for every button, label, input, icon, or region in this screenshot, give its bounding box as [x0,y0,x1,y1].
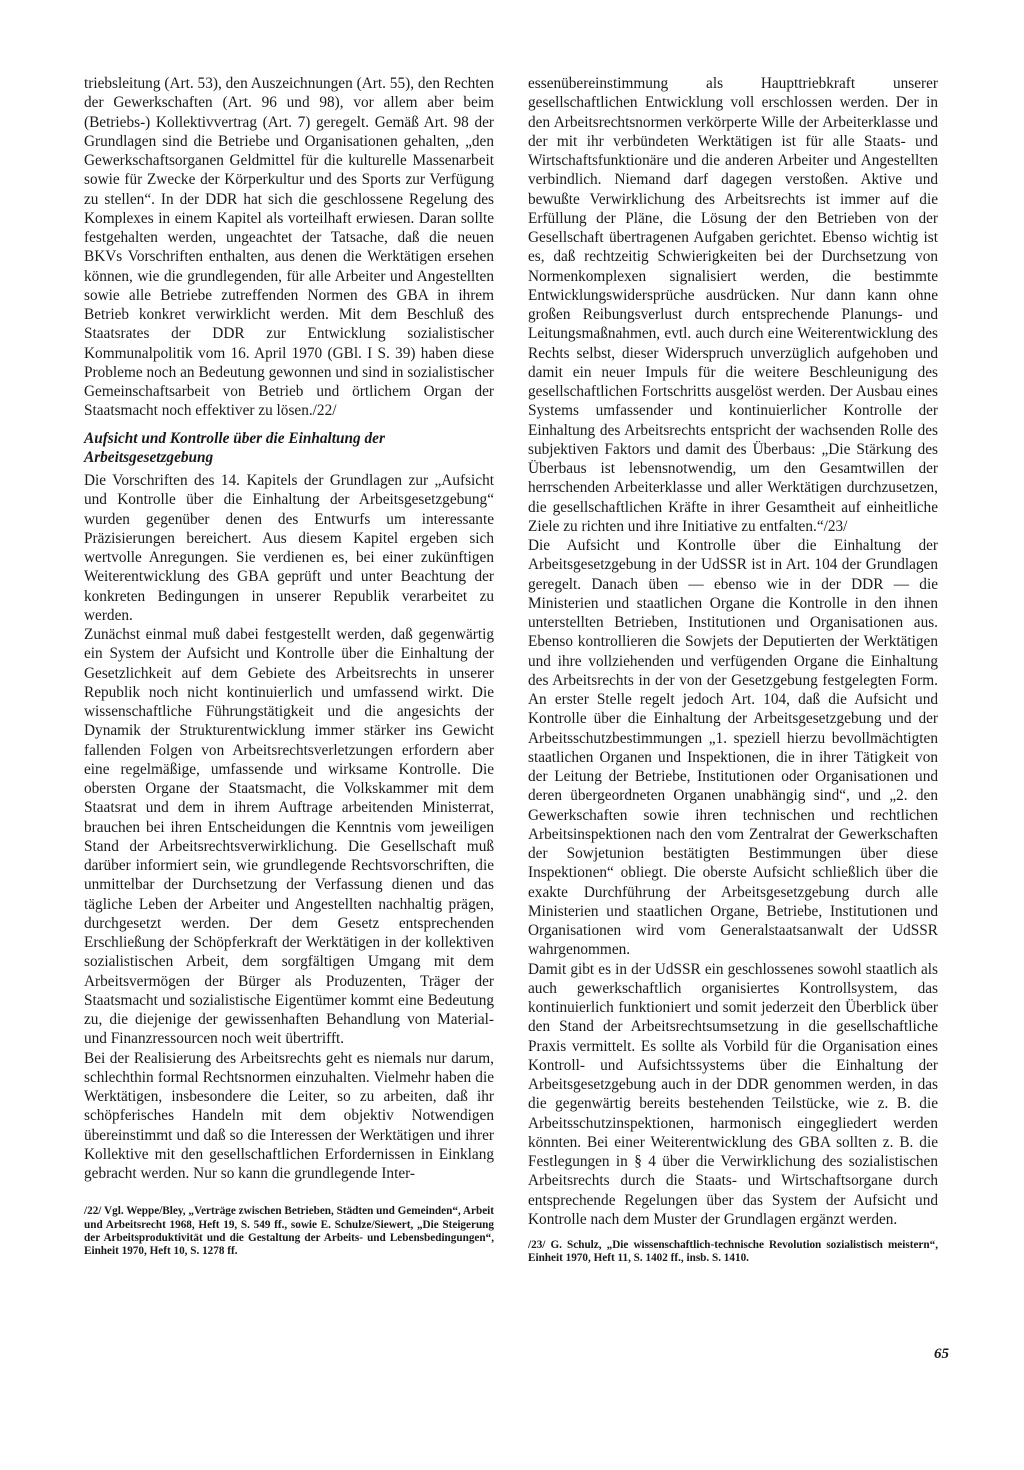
paragraph: Damit gibt es in der UdSSR ein geschlossenes sowohl staatlich als auch gewerkschaftlich organisiertes Kontrollsystem, das kontinuierlich funktioniert und somit jederzeit den Überblick über den Stand der Arbeitsrechtsumsetzung in die gesellschaftliche Praxis vermittelt. Es sollte als Vorbild für die Organisation eines Kontroll- und Aufsichtssystems über die Einhaltung der Arbeitsgesetzgebung auch in der DDR genommen werden, in das die gegenwärtig bereits bestehenden Teilstücke, wie z. B. die Arbeitsschutzinspektionen, harmonisch eingegliedert werden könnten. Bei einer Weiterentwicklung des GBA sollten z. B. die Festlegungen in § 4 über die Verwirklichung des sozialistischen Arbeitsrechts durch die Staats- und Wirtschaftsorgane durch entsprechende Regelungen über das System der Aufsicht und Kontrolle nach dem Muster der Grundlagen ergänzt werden. [528,960,938,1228]
footnote-23: /23/ G. Schulz, „Die wissenschaftlich-technische Revolution sozialistisch meistern“, Einheit 1970, Heft 11, S. 1402 ff., insb. S. 1410. [528,1239,938,1265]
paragraph: Die Vorschriften des 14. Kapitels der Grundlagen zur „Aufsicht und Kontrolle über die Einhaltung der Arbeitsgesetzgebung“ wurden gegenüber denen des Entwurfs um interessante Präzisierungen bereichert. Aus diesem Kapitel ergeben sich wertvolle Anregungen. Sie verdienen es, bei einer zukünftigen Weiterentwicklung des GBA geprüft und unter Beachtung der konkreten Bedingungen in unserer Republik verarbeitet zu werden. [84,472,494,624]
paragraph: essenübereinstimmung als Haupttriebkraft unserer gesellschaftlichen Entwicklung voll erschlossen werden. Der in den Arbeitsrechtsnormen verkörperte Wille der Arbeiterklasse und der mit ihr verbündeten Werktätigen ist für alle Staats- und Wirtschaftsfunktionäre und die anderen Arbeiter und Angestellten verbindlich. Niemand darf dagegen verstoßen. Aktive und bewußte Verwirklichung des Arbeitsrechts ist immer auf die Erfüllung der Pläne, die Lösung der den Betrieben von der Gesellschaft übertragenen Aufgaben gerichtet. Ebenso wichtig ist es, daß rechtzeitig Schwierigkeiten bei der Durchsetzung von Normenkomplexen signalisiert werden, die bestimmte Entwicklungswidersprüche ausdrücken. Nur dann kann ohne großen Reibungsverlust durch entsprechende Planungs- und Leitungsmaßnahmen, evtl. auch durch eine Weiterentwicklung des Rechts selbst, dieser Widerspruch unverzüglich aufgehoben und damit ein neuer Impuls für die weitere Beschleunigung des gesellschaftlichen Fortschritts ausgelöst werden. Der Ausbau eines Systems umfassender und kontinuierlicher Kontrolle der Einhaltung des Arbeitsrechts entspricht der wachsenden Rolle des subjektiven Faktors und damit des Überbaus: „Die Stärkung des Überbaus ist lebensnotwendig, um den Gesamtwillen der herrschenden Arbeiterklasse und aller Werktätigen durchzusetzen, die gesellschaftlichen Kräfte in ihrer Gesamtheit auf einheitliche Ziele zu richten und ihre Initiative zu entfalten.“/23/ [528,75,938,535]
paragraph: Bei der Realisierung des Arbeitsrechts geht es niemals nur darum, schlechthin formal Rechtsnormen einzuhalten. Vielmehr haben die Werktätigen, insbesondere die Leiter, so zu arbeiten, daß ihr schöpferisches Handeln mit dem objektiv Notwendigen übereinstimmt und daß so die Interessen der Werktätigen und ihrer Kollektive mit den gesellschaftlichen Erfordernissen in Einklang gebracht werden. Nur so kann die grundlegende Inter- [84,1049,494,1182]
paragraph: triebsleitung (Art. 53), den Auszeichnungen (Art. 55), den Rechten der Gewerkschaften (Art. 96 und 98), vor allem aber beim (Betriebs-) Kollektivvertrag (Art. 7) geregelt. Gemäß Art. 98 der Grundlagen sind die Betriebe und Organisationen gehalten, „den Gewerkschaftsorganen Geldmittel für die kulturelle Massenarbeit sowie für Zwecke der Körperkultur und des Sports zur Verfügung zu stellen“. In der DDR hat sich die geschlossene Regelung des Komplexes in einem Kapitel als vorteilhaft erwiesen. Daran sollte festgehalten werden, ungeachtet der Tatsache, daß die neuen BKVs Vorschriften enthalten, aus denen die Werktätigen ersehen können, wie die grundlegenden, für alle Arbeiter und Angestellten sowie alle Betriebe zutreffenden Normen des GBA in ihrem Betrieb konkret verwirklicht werden. Mit dem Beschluß des Staatsrates der DDR zur Entwicklung sozialistischer Kommunalpolitik vom 16. April 1970 (GBl. I S. 39) haben diese Probleme noch an Bedeutung gewonnen und sind in sozialistischer Gemeinschaftsarbeit von Betrieb und örtlichem Organ der Staatsmacht noch effektiver zu lösen./22/ [84,75,494,420]
left-column [84,74,494,1259]
paragraph: Die Aufsicht und Kontrolle über die Einhaltung der Arbeitsgesetzgebung in der UdSSR ist in Art. 104 der Grundlagen geregelt. Danach üben — ebenso wie in der DDR — die Ministerien und staatlichen Organe die Kontrolle in den ihnen unterstellten Betrieben, Institutionen und Organisationen aus. Ebenso kontrollieren die Sowjets der Deputierten der Werktätigen und ihre vollziehenden und verfügenden Organe die Einhaltung des Arbeitsrechts in der von der Gesetzgebung festgelegten Form. An erster Stelle regelt jedoch Art. 104, daß die Aufsicht und Kontrolle über die Einhaltung der Arbeitsgesetzgebung und der Arbeitsschutzbestimmungen „1. speziell hierzu bevollmächtigten staatlichen Organen und Inspektionen, die in ihrer Tätigkeit von der Leitung der Betriebe, Institutionen oder Organisationen und deren übergeordneten Organen unabhängig sind“, und „2. den Gewerkschaften sowie ihren technischen und rechtlichen Arbeitsinspektionen nach den vom Zentralrat der Gewerkschaften der Sowjetunion bestätigten Bestimmungen über diese Inspektionen“ obliegt. Die oberste Aufsicht schließlich über die exakte Durchführung der Arbeitsgesetzgebung durch alle Ministerien und staatlichen Organe, Betriebe, Institutionen und Organisationen wird vom Generalstaatsanwalt der UdSSR wahrgenommen. [528,537,938,959]
footnote-22: /22/ Vgl. Weppe/Bley, „Verträge zwischen Betrieben, Städten und Gemeinden“, Arbeit und Arbeitsrecht 1968, Heft 19, S. 549 ff., sowie E. Schulze/Siewert, „Die Steigerung der Arbeitsproduktivität und die Gestaltung der Arbeits- und Lebensbedingungen“, Einheit 1970, Heft 10, S. 1278 ff. [84,1205,494,1258]
paragraph: Zunächst einmal muß dabei festgestellt werden, daß gegenwärtig ein System der Aufsicht und Kontrolle über die Einhaltung der Gesetzlichkeit auf dem Gebiete des Arbeitsrechts in unserer Republik noch nicht kontinuierlich und umfassend wirkt. Die wissenschaftliche Führungstätigkeit und die angesichts der Dynamik der Strukturentwicklung immer stärker ins Gewicht fallenden Folgen von Arbeitsrechtsverletzungen erfordern aber eine regelmäßige, umfassende und wirksame Kontrolle. Die obersten Organe der Staatsmacht, die Volkskammer mit dem Staatsrat und dem in ihrem Auftrage arbeitenden Ministerrat, brauchen bei ihren Entscheidungen die Kenntnis vom jeweiligen Stand der Arbeitsrechtsverwirklichung. Die Gesellschaft muß darüber informiert sein, wie grundlegende Rechtsvorschriften, die unmittelbar der Durchsetzung der Verfassung dienen und das tägliche Leben der Arbeiter und Angestellten nachhaltig prägen, durchgesetzt werden. Der dem Gesetz entsprechenden Erschließung der Schöpferkraft der Werktätigen in der kollektiven sozialistischen Arbeit, dem sorgfältigen Umgang mit dem Arbeitsvermögen der Bürger als Produzenten, Träger der Staatsmacht und sozialistische Eigentümer kommt eine Bedeutung zu, die diejenige der gewissenhaften Behandlung von Material- und Finanzressourcen noch weit übertrifft. [84,626,494,1048]
section-heading: Aufsicht und Kontrolle über die Einhaltung der Arbeitsgesetzgebung [84,429,385,466]
right-column [528,74,938,1266]
page-number: 65 [934,1346,949,1362]
